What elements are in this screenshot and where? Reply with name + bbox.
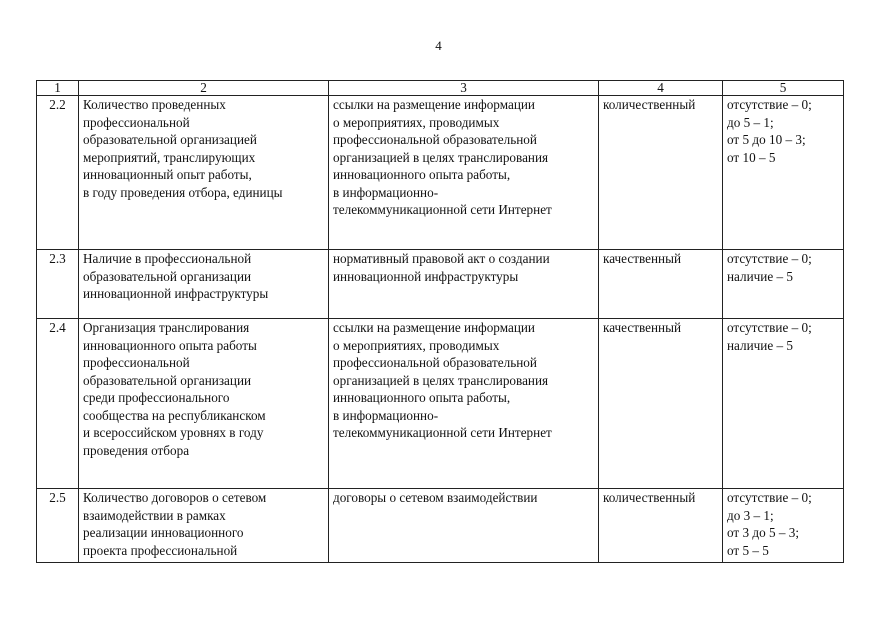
criterion-name bbox=[79, 319, 329, 489]
text-line: организацией в целях транслирования bbox=[333, 149, 549, 165]
text-line: отсутствие – 0; bbox=[727, 490, 812, 505]
text-line: профессиональной bbox=[83, 355, 190, 370]
text-line: договоры о сетевом взаимодействии bbox=[333, 490, 538, 505]
criterion-type: количественный bbox=[599, 489, 723, 563]
header-cell-4: 4 bbox=[599, 81, 723, 96]
text-line: инновационного опыта работы, bbox=[333, 167, 511, 182]
text-line: профессиональной образовательной bbox=[333, 355, 537, 370]
text-line: инновационного опыта работы bbox=[83, 337, 257, 353]
text-line: проведения отбора bbox=[83, 442, 190, 458]
scoring bbox=[723, 319, 844, 489]
text-line: профессиональной bbox=[83, 114, 190, 130]
text-line: образовательной организации bbox=[83, 268, 252, 284]
row-number: 2.3 bbox=[37, 250, 79, 319]
criterion-name bbox=[79, 96, 329, 250]
header-row bbox=[37, 81, 844, 96]
criterion-name bbox=[79, 250, 329, 319]
criterion-type: качественный bbox=[599, 319, 723, 489]
text-line: инновационного опыта работы, bbox=[333, 390, 511, 405]
row-number: 2.5 bbox=[37, 489, 79, 563]
text-line: инновационной инфраструктуры bbox=[83, 286, 269, 301]
header-cell-3: 3 bbox=[329, 81, 599, 96]
text-line: от 3 до 5 – 3; bbox=[727, 525, 800, 540]
text-line: ссылки на размещение информации bbox=[333, 97, 535, 112]
text-line: телекоммуникационной сети Интернет bbox=[333, 425, 552, 440]
criterion-type: количественный bbox=[599, 96, 723, 250]
header-cell-5: 5 bbox=[723, 81, 844, 96]
text-line: профессиональной образовательной bbox=[333, 132, 537, 147]
scoring bbox=[723, 250, 844, 319]
text-line: в информационно- bbox=[333, 407, 439, 423]
row-number: 2.2 bbox=[37, 96, 79, 250]
text-line: от 5 – 5 bbox=[727, 542, 769, 558]
confirmation-document bbox=[329, 250, 599, 319]
text-line: о мероприятиях, проводимых bbox=[333, 337, 500, 353]
text-line: отсутствие – 0; bbox=[727, 97, 812, 112]
text-line: телекоммуникационной сети Интернет bbox=[333, 202, 552, 217]
confirmation-document bbox=[329, 489, 599, 563]
text-line: от 10 – 5 bbox=[727, 149, 776, 165]
text-line: инновационный опыт работы, bbox=[83, 167, 252, 182]
text-line: инновационной инфраструктуры bbox=[333, 268, 519, 284]
header-cell-1: 1 bbox=[37, 81, 79, 96]
text-line: нормативный правовой акт о создании bbox=[333, 251, 550, 266]
text-line: в году проведения отбора, единицы bbox=[83, 184, 283, 200]
text-line: отсутствие – 0; bbox=[727, 320, 812, 335]
text-line: наличие – 5 bbox=[727, 337, 793, 353]
text-line: мероприятий, транслирующих bbox=[83, 149, 256, 165]
header-cell-2: 2 bbox=[79, 81, 329, 96]
scoring bbox=[723, 96, 844, 250]
text-line: проекта профессиональной bbox=[83, 542, 238, 558]
text-line: отсутствие – 0; bbox=[727, 251, 812, 266]
confirmation-document bbox=[329, 319, 599, 489]
table-row bbox=[37, 250, 844, 319]
text-line: Количество проведенных bbox=[83, 97, 226, 112]
page-number: 4 bbox=[435, 38, 442, 53]
table-row bbox=[37, 489, 844, 563]
text-line: о мероприятиях, проводимых bbox=[333, 114, 500, 130]
text-line: в информационно- bbox=[333, 184, 439, 200]
text-line: образовательной организацией bbox=[83, 132, 257, 147]
text-line: Количество договоров о сетевом bbox=[83, 490, 267, 505]
text-line: реализации инновационного bbox=[83, 525, 244, 540]
text-line: наличие – 5 bbox=[727, 268, 793, 284]
text-line: до 5 – 1; bbox=[727, 114, 774, 130]
table-row bbox=[37, 96, 844, 250]
text-line: до 3 – 1; bbox=[727, 507, 774, 523]
scoring bbox=[723, 489, 844, 563]
text-line: образовательной организации bbox=[83, 372, 252, 388]
criterion-name bbox=[79, 489, 329, 563]
criteria-table bbox=[36, 80, 844, 563]
row-number: 2.4 bbox=[37, 319, 79, 489]
text-line: Наличие в профессиональной bbox=[83, 251, 252, 266]
text-line: среди профессионального bbox=[83, 390, 230, 405]
text-line: ссылки на размещение информации bbox=[333, 320, 535, 335]
text-line: Организация транслирования bbox=[83, 320, 250, 335]
text-line: взаимодействии в рамках bbox=[83, 507, 226, 523]
criterion-type: качественный bbox=[599, 250, 723, 319]
confirmation-document bbox=[329, 96, 599, 250]
table-row bbox=[37, 319, 844, 489]
text-line: и всероссийском уровнях в году bbox=[83, 425, 264, 440]
text-line: сообщества на республиканском bbox=[83, 407, 266, 423]
text-line: от 5 до 10 – 3; bbox=[727, 132, 806, 147]
text-line: организацией в целях транслирования bbox=[333, 372, 549, 388]
